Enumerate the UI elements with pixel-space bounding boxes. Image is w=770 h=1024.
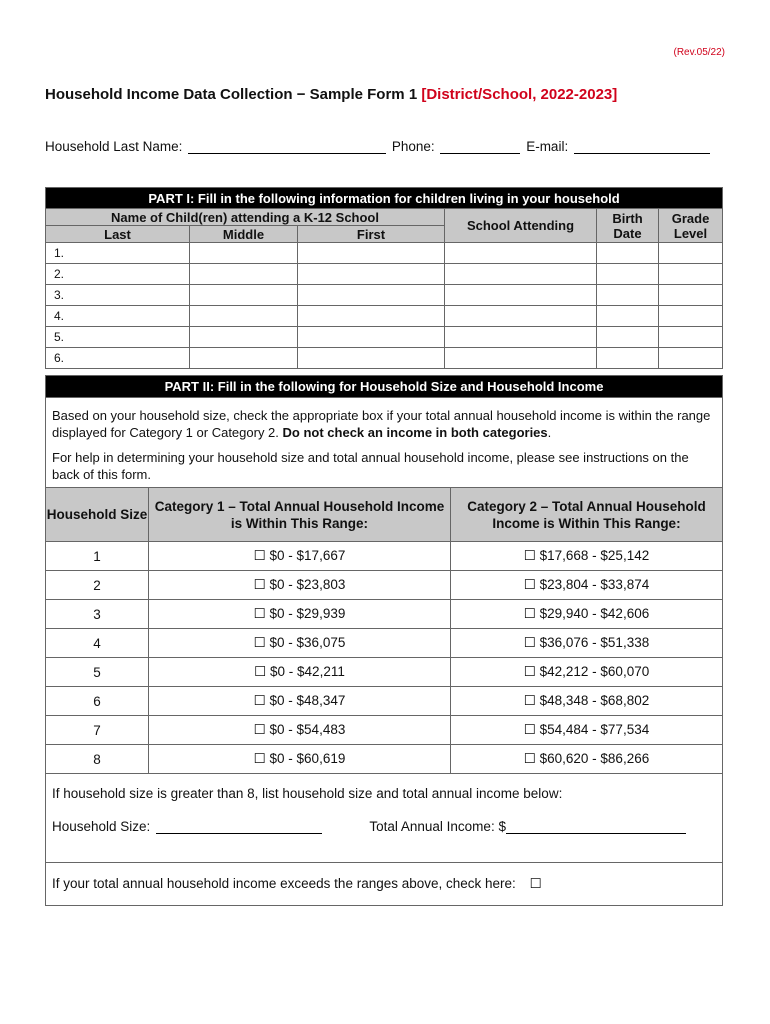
category-1-cell	[149, 542, 451, 571]
child-grade-cell[interactable]	[659, 285, 723, 306]
category-1-checkbox[interactable]: ☐	[253, 635, 266, 650]
part1-banner: PART I: Fill in the following information for children living in your household	[46, 188, 723, 209]
grade-level-header: Grade Level	[659, 209, 723, 243]
child-middle-cell[interactable]	[190, 285, 298, 306]
category-1-checkbox[interactable]: ☐	[254, 664, 267, 679]
phone-label: Phone:	[391, 139, 435, 154]
part2-instructions	[46, 398, 723, 488]
category-2-range: $17,668 - $25,142	[539, 548, 650, 563]
category-1-checkbox[interactable]: ☐	[253, 548, 266, 563]
form-title-district: [District/School, 2022-2023]	[421, 86, 618, 103]
category-2-checkbox[interactable]: ☐	[523, 693, 536, 708]
child-last-cell[interactable]: 5.	[46, 327, 190, 348]
category-2-range: $54,484 - $77,534	[539, 722, 650, 737]
category-1-range: $0 - $54,483	[269, 722, 346, 737]
greater-than-8-section	[46, 774, 723, 863]
household-size-cell: 1	[46, 542, 149, 571]
category-2-cell	[451, 571, 723, 600]
household-size-cell: 8	[46, 745, 149, 774]
category-1-checkbox[interactable]: ☐	[253, 751, 266, 766]
category-1-checkbox[interactable]: ☐	[253, 577, 266, 592]
revision-label: (Rev.05/22)	[673, 47, 725, 58]
instructions-text: Based on your household size, check the appropriate box if your total annual household income is within the range displayed for Category 1 or Category 2.	[52, 408, 711, 440]
child-row	[46, 264, 723, 285]
income-row	[46, 716, 723, 745]
child-last-cell[interactable]: 3.	[46, 285, 190, 306]
child-middle-cell[interactable]	[190, 264, 298, 285]
household-size-cell: 2	[46, 571, 149, 600]
middle-name-column-header: Middle	[190, 226, 298, 243]
category-2-range: $29,940 - $42,606	[539, 606, 650, 621]
child-school-cell[interactable]	[445, 243, 597, 264]
child-birth-cell[interactable]	[597, 327, 659, 348]
household-size-header: Household Size	[46, 488, 149, 542]
category-2-checkbox[interactable]: ☐	[523, 664, 536, 679]
instructions-period: .	[547, 425, 552, 440]
category-2-cell	[451, 658, 723, 687]
child-grade-cell[interactable]	[659, 348, 723, 369]
category-2-cell	[451, 745, 723, 774]
child-birth-cell[interactable]	[597, 243, 659, 264]
category-2-checkbox[interactable]: ☐	[523, 548, 536, 563]
income-row	[46, 745, 723, 774]
child-school-cell[interactable]	[445, 306, 597, 327]
child-middle-cell[interactable]	[190, 348, 298, 369]
total-income-label: Total Annual Income: $	[369, 819, 506, 834]
part2-banner: PART II: Fill in the following for Household Size and Household Income	[46, 376, 723, 398]
category-1-range: $0 - $29,939	[269, 606, 346, 621]
income-row	[46, 600, 723, 629]
category-2-cell	[451, 542, 723, 571]
category-2-cell	[451, 716, 723, 745]
income-rows	[46, 542, 723, 774]
category-1-checkbox[interactable]: ☐	[253, 606, 266, 621]
household-size-cell: 5	[46, 658, 149, 687]
child-last-cell[interactable]: 4.	[46, 306, 190, 327]
child-row	[46, 327, 723, 348]
child-first-cell[interactable]	[298, 306, 445, 327]
household-size-cell: 6	[46, 687, 149, 716]
child-row	[46, 243, 723, 264]
child-row	[46, 285, 723, 306]
email-label: E-mail:	[526, 139, 569, 154]
exceeds-section	[46, 863, 723, 906]
email-field[interactable]	[574, 139, 710, 154]
category-2-range: $36,076 - $51,338	[539, 635, 650, 650]
household-info-line	[45, 139, 712, 154]
category-2-cell	[451, 600, 723, 629]
child-row	[46, 306, 723, 327]
child-school-cell[interactable]	[445, 285, 597, 306]
child-birth-cell[interactable]	[597, 306, 659, 327]
category-2-checkbox[interactable]: ☐	[523, 722, 536, 737]
category-1-checkbox[interactable]: ☐	[253, 722, 266, 737]
child-birth-cell[interactable]	[597, 285, 659, 306]
child-middle-cell[interactable]	[190, 306, 298, 327]
child-birth-cell[interactable]	[597, 264, 659, 285]
category-1-range: $0 - $48,347	[269, 693, 346, 708]
income-row	[46, 687, 723, 716]
category-1-cell	[149, 716, 451, 745]
category-2-checkbox[interactable]: ☐	[523, 606, 536, 621]
child-first-cell[interactable]	[298, 264, 445, 285]
category-2-header: Category 2 – Total Annual Household Income is Within This Range:	[451, 488, 723, 542]
category-1-cell	[149, 600, 451, 629]
phone-field[interactable]	[440, 139, 520, 154]
category-1-cell	[149, 629, 451, 658]
category-1-range: $0 - $42,211	[270, 664, 345, 679]
child-row	[46, 348, 723, 369]
child-first-cell[interactable]	[298, 243, 445, 264]
child-middle-cell[interactable]	[190, 243, 298, 264]
last-name-column-header: Last	[46, 226, 190, 243]
category-1-checkbox[interactable]: ☐	[253, 693, 266, 708]
category-2-range: $42,212 - $60,070	[539, 664, 650, 679]
income-row	[46, 658, 723, 687]
category-2-cell	[451, 687, 723, 716]
child-last-cell[interactable]: 2.	[46, 264, 190, 285]
household-size-cell: 7	[46, 716, 149, 745]
category-1-cell	[149, 687, 451, 716]
income-row	[46, 571, 723, 600]
child-last-cell[interactable]: 1.	[46, 243, 190, 264]
child-last-cell[interactable]: 6.	[46, 348, 190, 369]
child-grade-cell[interactable]	[659, 243, 723, 264]
part2-income-table	[45, 375, 723, 906]
household-size-cell: 3	[46, 600, 149, 629]
child-school-cell[interactable]	[445, 348, 597, 369]
child-first-cell[interactable]	[298, 348, 445, 369]
household-size-cell: 4	[46, 629, 149, 658]
category-1-header: Category 1 – Total Annual Household Income is Within This Range:	[149, 488, 451, 542]
child-grade-cell[interactable]	[659, 306, 723, 327]
size-income-line	[52, 819, 716, 834]
category-2-checkbox[interactable]: ☐	[523, 635, 536, 650]
child-school-cell[interactable]	[445, 264, 597, 285]
child-name-group-header: Name of Child(ren) attending a K-12 School	[46, 209, 445, 226]
household-size-field[interactable]	[156, 819, 322, 834]
category-1-range: $0 - $23,803	[269, 577, 346, 592]
form-title-main: Household Income Data Collection − Sample Form 1	[45, 86, 418, 103]
income-row	[46, 629, 723, 658]
category-2-range: $60,620 - $86,266	[539, 751, 650, 766]
greater-than-8-text: If household size is greater than 8, list household size and total annual income below:	[52, 786, 563, 801]
category-2-range: $48,348 - $68,802	[539, 693, 650, 708]
total-income-field[interactable]	[506, 819, 686, 834]
child-first-cell[interactable]	[298, 327, 445, 348]
child-birth-cell[interactable]	[597, 348, 659, 369]
category-1-range: $0 - $17,667	[269, 548, 346, 563]
category-2-cell	[451, 629, 723, 658]
first-name-column-header: First	[298, 226, 445, 243]
exceeds-label: If your total annual household income exceeds the ranges above, check here:	[52, 876, 516, 891]
last-name-label: Household Last Name:	[45, 139, 183, 154]
child-middle-cell[interactable]	[190, 327, 298, 348]
category-2-range: $23,804 - $33,874	[539, 577, 650, 592]
category-1-cell	[149, 658, 451, 687]
category-2-checkbox[interactable]: ☐	[523, 751, 536, 766]
category-2-checkbox[interactable]: ☐	[523, 577, 536, 592]
child-grade-cell[interactable]	[659, 264, 723, 285]
exceeds-checkbox[interactable]: ☐	[529, 876, 542, 891]
household-size-label: Household Size:	[52, 819, 151, 834]
category-1-range: $0 - $36,075	[269, 635, 346, 650]
income-row	[46, 542, 723, 571]
instructions-paragraph-1	[52, 407, 716, 441]
child-first-cell[interactable]	[298, 285, 445, 306]
instructions-warning: Do not check an income in both categories	[282, 425, 548, 440]
category-1-cell	[149, 745, 451, 774]
form-title	[45, 86, 617, 103]
birth-date-header: Birth Date	[597, 209, 659, 243]
instructions-paragraph-2: For help in determining your household size and total annual household income, please see instructions on the back of this form.	[52, 450, 689, 482]
category-1-range: $0 - $60,619	[269, 751, 346, 766]
last-name-field[interactable]	[188, 139, 386, 154]
child-school-cell[interactable]	[445, 327, 597, 348]
child-grade-cell[interactable]	[659, 327, 723, 348]
part1-children-table	[45, 187, 723, 369]
category-1-cell	[149, 571, 451, 600]
school-attending-header: School Attending	[445, 209, 597, 243]
